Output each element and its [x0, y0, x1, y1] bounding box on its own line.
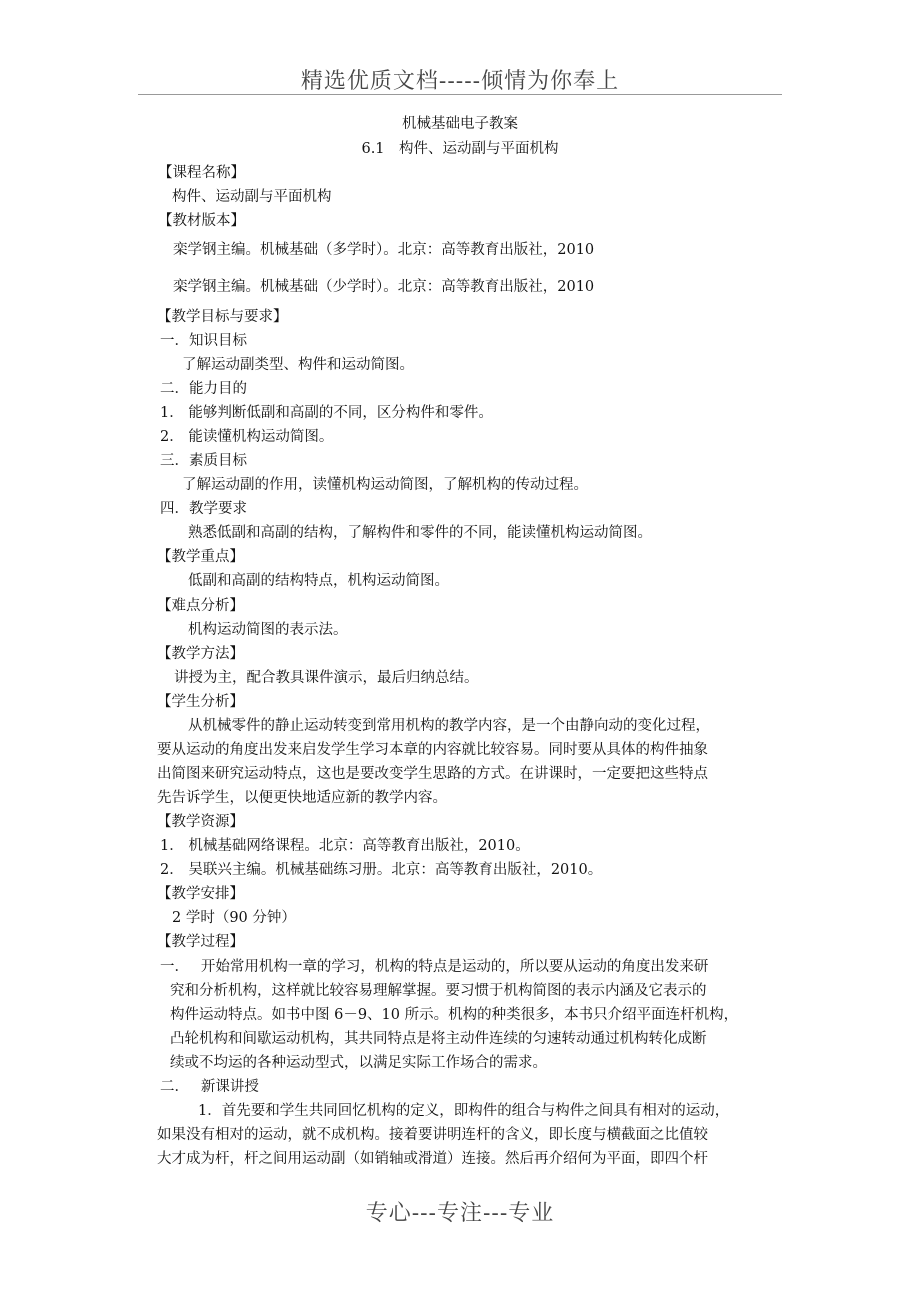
textbook-1: 栾学钢主编。机械基础（多学时）。北京：高等教育出版社，2010	[173, 242, 595, 258]
process-new-lesson: 二． 新课讲授	[160, 1079, 259, 1095]
key-heading: 【教学重点】	[157, 549, 244, 565]
method-heading: 【教学方法】	[157, 646, 244, 662]
difficulty-text: 机构运动简图的表示法。	[188, 622, 348, 638]
process-heading: 【教学过程】	[157, 934, 244, 950]
difficulty-heading: 【难点分析】	[157, 598, 244, 614]
doc-subtitle: 6.1 构件、运动副与平面机构	[361, 141, 559, 157]
textbook-heading: 【教材版本】	[158, 213, 245, 229]
page-header: 精选优质文档-----倾情为你奉上	[300, 69, 620, 94]
goal-quality-text: 了解运动副的作用，读懂机构运动简图，了解机构的传动过程。	[182, 477, 588, 493]
doc-title: 机械基础电子教案	[402, 116, 518, 132]
resource-2: 2． 吴联兴主编。机械基础练习册。北京：高等教育出版社，2010。	[160, 862, 603, 878]
lecture-paragraph-line: 大才成为杆，杆之间用运动副（如销轴或滑道）连接。然后再介绍何为平面，即四个杆	[157, 1151, 708, 1167]
goal-requirement-text: 熟悉低副和高副的结构，了解构件和零件的不同，能读懂机构运动简图。	[188, 525, 652, 541]
goal-knowledge-text: 了解运动副类型、构件和运动简图。	[182, 357, 414, 373]
process-paragraph-line: 构件运动特点。如书中图 6－9、10 所示。机构的种类很多，本书只介绍平面连杆机构，	[170, 1007, 739, 1023]
process-paragraph-line: 究和分析机构，这样就比较容易理解掌握。要习惯于机构简图的表示内涵及它表示的	[170, 983, 707, 999]
goal-requirement: 四．教学要求	[160, 501, 247, 517]
student-paragraph-line: 从机械零件的静止运动转变到常用机构的教学内容，是一个由静向动的变化过程，	[188, 718, 710, 734]
lecture-paragraph-line: 1．首先要和学生共同回忆机构的定义，即构件的组合与构件之间具有相对的运动，	[198, 1103, 730, 1119]
page-footer: 专心---专注---专业	[365, 1201, 555, 1226]
schedule-heading: 【教学安排】	[157, 886, 244, 902]
method-text: 讲授为主，配合教具课件演示，最后归纳总结。	[174, 670, 479, 686]
goal-quality: 三．素质目标	[160, 453, 247, 469]
student-heading: 【学生分析】	[157, 694, 244, 710]
goal-ability-1: 1． 能够判断低副和高副的不同，区分构件和零件。	[160, 405, 493, 421]
course-name: 构件、运动副与平面机构	[172, 189, 332, 205]
process-paragraph-line: 一． 开始常用机构一章的学习，机构的特点是运动的，所以要从运动的角度出发来研	[160, 959, 709, 975]
header-divider	[138, 94, 782, 95]
textbook-2: 栾学钢主编。机械基础（少学时）。北京：高等教育出版社，2010	[173, 279, 595, 295]
student-paragraph-line: 出简图来研究运动特点，这也是要改变学生思路的方式。在讲课时，一定要把这些特点	[157, 766, 708, 782]
lecture-paragraph-line: 如果没有相对的运动，就不成机构。接着要讲明连杆的含义，即长度与横截面之比值较	[157, 1127, 708, 1143]
resource-1: 1． 机械基础网络课程。北京：高等教育出版社，2010。	[160, 838, 530, 854]
process-paragraph-line: 续或不均运的各种运动型式，以满足实际工作场合的需求。	[170, 1055, 547, 1071]
process-paragraph-line: 凸轮机构和间歇运动机构，其共同特点是将主动件连续的匀速转动通过机构转化成断	[170, 1031, 707, 1047]
goal-ability: 二．能力目的	[160, 381, 247, 397]
student-paragraph-line: 先告诉学生，以便更快地适应新的教学内容。	[157, 790, 447, 806]
goal-ability-2: 2． 能读懂机构运动简图。	[160, 429, 334, 445]
schedule-text: 2 学时（90 分钟）	[172, 910, 296, 926]
goals-heading: 【教学目标与要求】	[157, 309, 288, 325]
goal-knowledge: 一．知识目标	[160, 333, 247, 349]
student-paragraph-line: 要从运动的角度出发来启发学生学习本章的内容就比较容易。同时要从具体的构件抽象	[157, 742, 708, 758]
resource-heading: 【教学资源】	[157, 814, 244, 830]
course-name-heading: 【课程名称】	[158, 165, 245, 181]
key-text: 低副和高副的结构特点，机构运动简图。	[188, 573, 449, 589]
